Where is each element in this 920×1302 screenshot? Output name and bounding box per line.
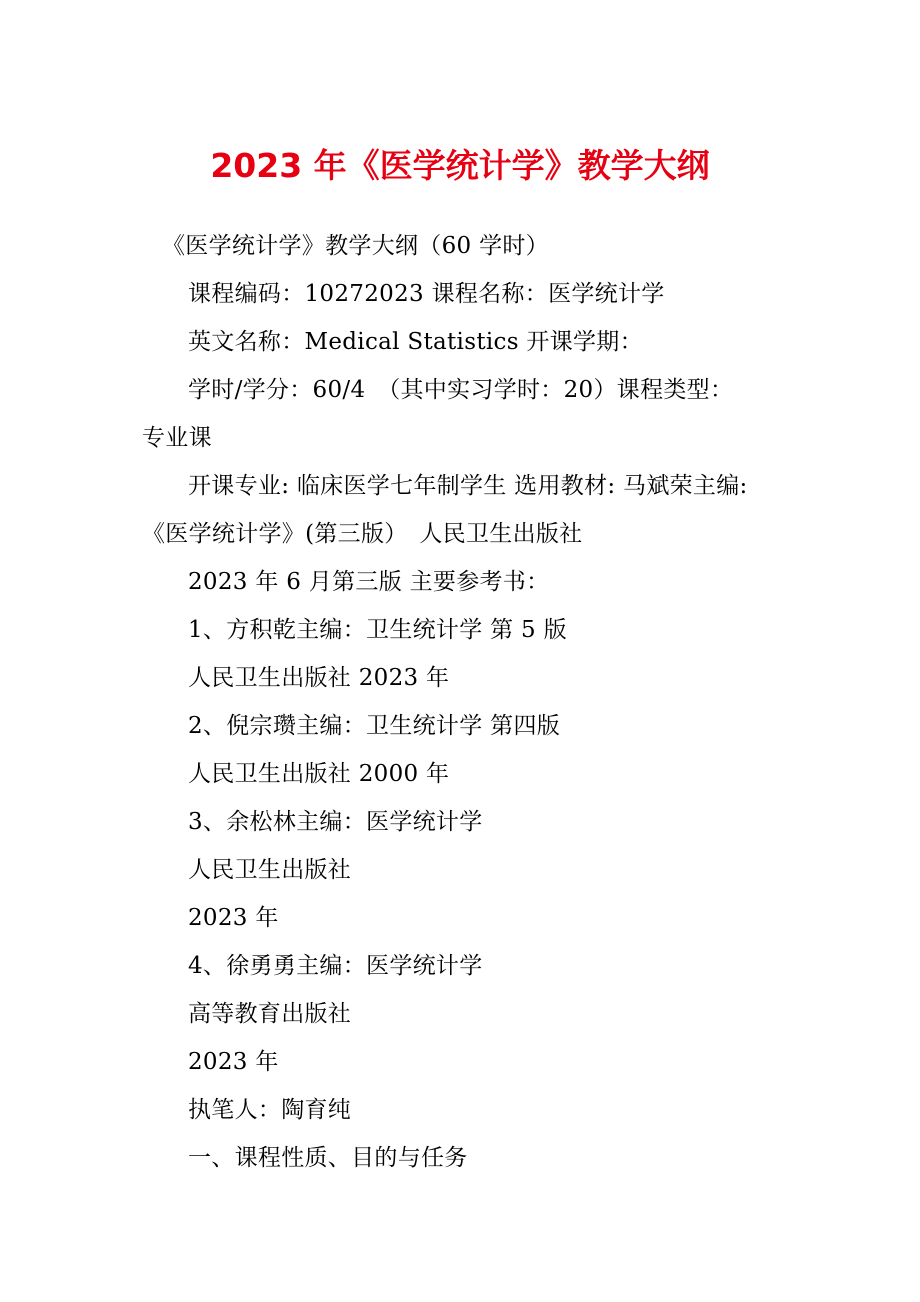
document-title: 2023 年《医学统计学》教学大纲 [210, 146, 710, 185]
credit-hours-line: 学时/学分：60/4 （其中实习学时：20）课程类型： [188, 377, 734, 403]
reference-1-publisher-line: 人民卫生出版社 2023 年 [188, 665, 450, 691]
section-1-heading: 一、课程性质、目的与任务 [188, 1145, 468, 1171]
course-code-line: 课程编码：10272023 课程名称：医学统计学 [188, 281, 665, 307]
reference-2-publisher-line: 人民卫生出版社 2000 年 [188, 761, 450, 787]
course-type-continuation: 专业课 [142, 425, 212, 451]
syllabus-heading-line: 《医学统计学》教学大纲（60 学时） [162, 233, 549, 259]
edition-references-line: 2023 年 6 月第三版 主要参考书： [188, 569, 550, 595]
reference-4-year-line: 2023 年 [188, 1049, 279, 1075]
major-textbook-line: 开课专业: 临床医学七年制学生 选用教材: 马斌荣主编: [188, 473, 748, 499]
reference-1-line: 1、方积乾主编：卫生统计学 第 5 版 [188, 617, 567, 643]
reference-4-line: 4、徐勇勇主编：医学统计学 [188, 953, 483, 979]
reference-4-publisher-line: 高等教育出版社 [188, 1001, 352, 1027]
textbook-title-line: 《医学统计学》(第三版） 人民卫生出版社 [142, 521, 583, 547]
reference-3-publisher-line: 人民卫生出版社 [188, 857, 352, 883]
author-line: 执笔人：陶育纯 [188, 1097, 352, 1123]
reference-3-year-line: 2023 年 [188, 905, 279, 931]
reference-3-line: 3、余松林主编：医学统计学 [188, 809, 483, 835]
english-name-line: 英文名称：Medical Statistics 开课学期： [188, 329, 643, 355]
reference-2-line: 2、倪宗瓒主编：卫生统计学 第四版 [188, 713, 561, 739]
